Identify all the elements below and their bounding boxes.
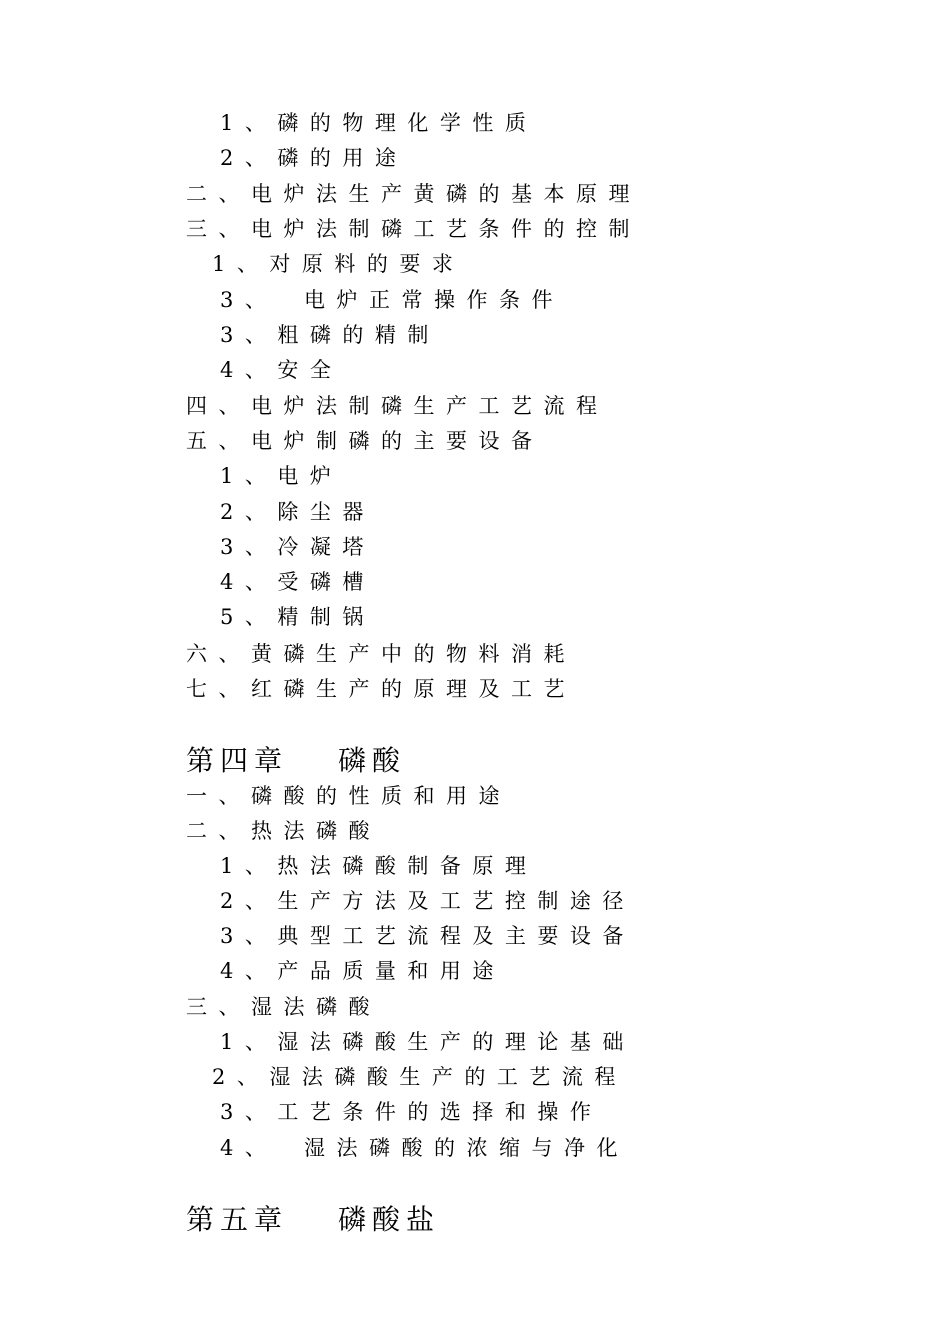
- toc-entry: 3、典型工艺流程及主要设备: [220, 924, 635, 948]
- toc-entry: 4、产品质量和用途: [220, 959, 505, 983]
- toc-entry-text: 湿法磷酸的浓缩与净化: [304, 1136, 629, 1160]
- toc-entry-number: 4、: [220, 1136, 278, 1160]
- toc-entry-number: 3、: [220, 288, 278, 312]
- toc-section: 三、电炉法制磷工艺条件的控制: [186, 217, 641, 241]
- toc-entry: 3、粗磷的精制: [220, 323, 440, 347]
- toc-entry: 1、电炉: [220, 464, 343, 488]
- toc-entry: 1、对原料的要求: [212, 252, 465, 276]
- toc-entry: 5、精制锅: [220, 605, 375, 629]
- chapter-5-number: 第五章: [186, 1203, 289, 1236]
- toc-entry: 2、除尘器: [220, 500, 375, 524]
- toc-section: 二、电炉法生产黄磷的基本原理: [186, 182, 641, 206]
- toc-section: 七、红磷生产的原理及工艺: [186, 677, 576, 701]
- toc-section: 二、热法磷酸: [186, 819, 381, 843]
- toc-entry: 3、工艺条件的选择和操作: [220, 1100, 603, 1124]
- chapter-4-number: 第四章: [186, 744, 289, 777]
- toc-entry: 4、安全: [220, 358, 343, 382]
- toc-entry: 1、湿法磷酸生产的理论基础: [220, 1030, 635, 1054]
- toc-entry: 4、受磷槽: [220, 570, 375, 594]
- chapter-5-title: 磷酸盐: [338, 1203, 441, 1236]
- toc-section: 三、湿法磷酸: [186, 995, 381, 1019]
- toc-section: 六、黄磷生产中的物料消耗: [186, 642, 576, 666]
- chapter-4-title: 磷酸: [338, 744, 407, 777]
- toc-entry: 3、冷凝塔: [220, 535, 375, 559]
- toc-entry: 2、生产方法及工艺控制途径: [220, 889, 635, 913]
- toc-section: 四、电炉法制磷生产工艺流程: [186, 394, 609, 418]
- toc-entry-text: 电炉正常操作条件: [304, 288, 564, 312]
- toc-entry: 2、湿法磷酸生产的工艺流程: [212, 1065, 627, 1089]
- toc-entry: 1、热法磷酸制备原理: [220, 854, 538, 878]
- toc-entry: 1、磷的物理化学性质: [220, 111, 538, 135]
- toc-entry: 2、磷的用途: [220, 146, 408, 170]
- toc-section: 一、磷酸的性质和用途: [186, 784, 511, 808]
- toc-section: 五、电炉制磷的主要设备: [186, 429, 544, 453]
